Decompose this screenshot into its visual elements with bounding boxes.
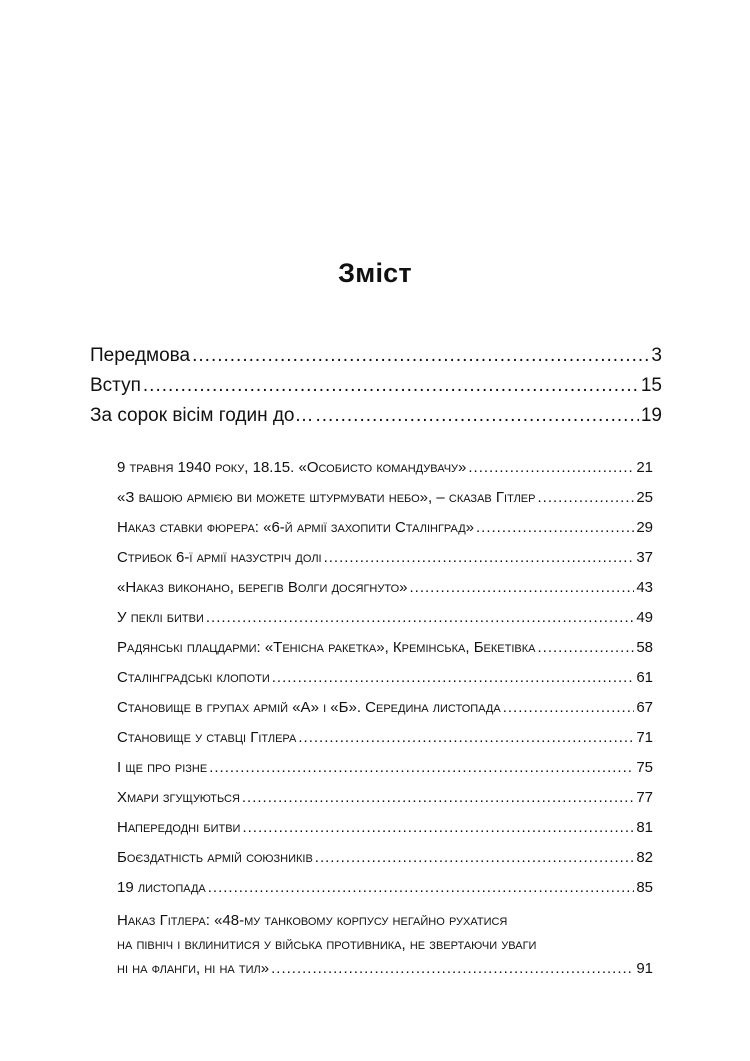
dot-leader — [208, 879, 635, 896]
dot-leader — [143, 375, 639, 397]
toc-subentry-page: 81 — [636, 819, 653, 836]
toc-subentry[interactable] — [117, 549, 653, 579]
toc-subentry-title: Напередодні битви — [117, 819, 241, 836]
toc-subentry-page: 29 — [636, 519, 653, 536]
toc-subentry-page: 37 — [636, 549, 653, 566]
page-title: Зміст — [338, 258, 412, 288]
toc-subentry-page: 77 — [636, 789, 653, 806]
toc-subentry-page: 75 — [636, 759, 653, 776]
dot-leader — [476, 519, 634, 536]
toc-subentry-page: 49 — [636, 609, 653, 626]
toc-entry-title: Передмова — [90, 345, 191, 366]
dot-leader — [537, 489, 634, 506]
dot-leader — [503, 699, 635, 716]
toc-subentry-title: Хмари згущуються — [117, 789, 240, 806]
toc-entry-page: 15 — [640, 375, 662, 396]
toc-subentry-title: Сталінградські клопоти — [117, 669, 270, 686]
toc-subentry[interactable] — [117, 819, 653, 849]
toc-subentry[interactable] — [117, 489, 653, 519]
toc-subentry[interactable] — [117, 579, 653, 609]
toc-subentry[interactable] — [117, 729, 653, 759]
toc-subentry-title: 9 травня 1940 року, 18.15. «Особисто командувачу» — [117, 459, 467, 476]
dot-leader — [298, 729, 634, 746]
toc-subentry-page: 61 — [636, 669, 653, 686]
toc-subentry-page: 85 — [636, 879, 653, 896]
toc-entry-page: 3 — [651, 345, 662, 366]
dot-leader — [206, 609, 634, 626]
toc-subentry-title: Боєздатність армій союзників — [117, 849, 313, 866]
dot-leader — [324, 549, 635, 566]
dot-leader — [192, 345, 649, 367]
toc-subentry[interactable] — [117, 699, 653, 729]
toc-subentry[interactable] — [117, 669, 653, 699]
toc-subentry-title: Становище у ставці Гітлера — [117, 729, 297, 746]
dot-leader — [409, 579, 634, 596]
dot-leader — [242, 819, 634, 836]
toc-subentry-title: Радянські плацдарми: «Тенісна ракетка», Кремінська, Бекетівка — [117, 639, 536, 656]
dot-leader — [538, 639, 635, 656]
toc-subentry-title: «Наказ виконано, берегів Волги досягнуто» — [117, 579, 408, 596]
toc-subentry-page: 58 — [636, 639, 653, 656]
toc-entry[interactable] — [90, 345, 662, 375]
toc-subentry[interactable] — [117, 879, 653, 909]
toc-entry-title: За сорок вісім годин до… — [90, 405, 314, 426]
toc-subentry[interactable] — [117, 759, 653, 789]
dot-leader — [316, 405, 639, 427]
sub-toc — [117, 459, 653, 983]
toc-subentry-title-line: Наказ Гітлера: «48-му танковому корпусу негайно рухатися — [117, 912, 508, 929]
toc-subentry-title: 19 листопада — [117, 879, 206, 896]
dot-leader — [271, 959, 634, 979]
dot-leader — [315, 849, 635, 866]
toc-subentry[interactable] — [117, 639, 653, 669]
toc-subentry-page: 67 — [636, 699, 653, 716]
toc-subentry-title: І ще про різне — [117, 759, 208, 776]
toc-entry-title: Вступ — [90, 375, 141, 396]
dot-leader — [468, 459, 634, 476]
toc-subentry-page: 71 — [636, 729, 653, 746]
toc-subentry-title: Наказ ставки фюрера: «6-й армії захопити Сталінград» — [117, 519, 475, 536]
toc-subentry-multiline[interactable] — [117, 911, 653, 983]
toc-subentry[interactable] — [117, 459, 653, 489]
main-toc — [90, 345, 662, 435]
toc-subentry-title: Становище в групах армій «А» і «Б». Середина листопада — [117, 699, 501, 716]
toc-subentry-title: «З вашою армією ви можете штурмувати небо», – сказав Гітлер — [117, 489, 536, 506]
toc-subentry[interactable] — [117, 849, 653, 879]
toc-subentry[interactable] — [117, 609, 653, 639]
toc-subentry-page: 91 — [636, 960, 653, 977]
toc-entry[interactable] — [90, 405, 662, 435]
toc-subentry[interactable] — [117, 789, 653, 819]
toc-subentry-page: 82 — [636, 849, 653, 866]
toc-subentry-title: Стрибок 6-ї армії назустріч долі — [117, 549, 322, 566]
toc-entry-page: 19 — [640, 405, 662, 426]
toc-subentry-title: У пеклі битви — [117, 609, 204, 626]
toc-subentry-title-line: ні на фланги, ні на тил» — [117, 960, 270, 977]
dot-leader — [242, 789, 634, 806]
toc-subentry-page: 21 — [636, 459, 653, 476]
toc-entry[interactable] — [90, 375, 662, 405]
toc-subentry-title-line: на північ і вклинитися у війська противника, не звертаючи уваги — [117, 936, 537, 953]
dot-leader — [272, 669, 635, 686]
toc-subentry[interactable] — [117, 519, 653, 549]
toc-subentry-page: 25 — [636, 489, 653, 506]
toc-subentry-page: 43 — [636, 579, 653, 596]
dot-leader — [209, 759, 634, 776]
